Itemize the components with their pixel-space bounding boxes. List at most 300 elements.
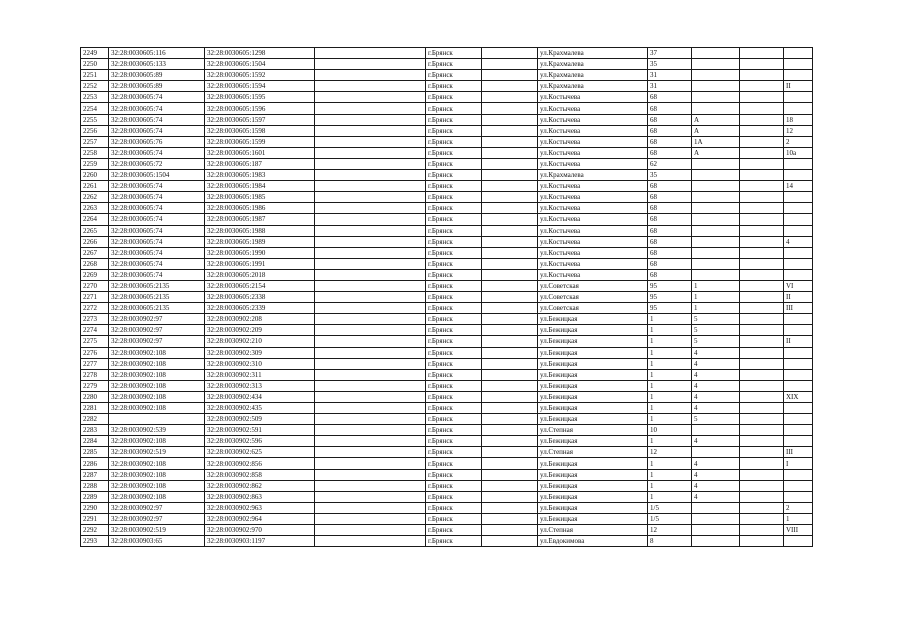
street-cell: ул.Советская	[538, 292, 648, 303]
street-cell: ул.Бежицкая	[538, 314, 648, 325]
house-number-cell: 68	[648, 92, 692, 103]
apartment-number-cell	[784, 414, 813, 425]
object-cadastral-number-cell: 32:28:0030605:1599	[205, 136, 315, 147]
city-cell: г.Брянск	[426, 380, 482, 391]
blank-col-3-cell	[740, 203, 784, 214]
row-number-cell: 2253	[81, 92, 109, 103]
city-cell: г.Брянск	[426, 147, 482, 158]
table-row	[81, 414, 813, 425]
blank-col-3-cell	[740, 147, 784, 158]
apartment-number-cell	[784, 225, 813, 236]
house-number-cell: 68	[648, 214, 692, 225]
blank-col-cell	[315, 147, 426, 158]
blank-col-3-cell	[740, 214, 784, 225]
table-row	[81, 380, 813, 391]
blank-col-3-cell	[740, 280, 784, 291]
blank-col-cell	[315, 369, 426, 380]
blank-col-2-cell	[482, 136, 538, 147]
street-cell: ул.Евдокимова	[538, 536, 648, 547]
blank-col-2-cell	[482, 491, 538, 502]
blank-col-3-cell	[740, 513, 784, 524]
city-cell: г.Брянск	[426, 236, 482, 247]
cadastral-number-cell: 32:28:0030605:74	[109, 114, 205, 125]
table-row	[81, 336, 813, 347]
building-letter-cell: 1	[692, 292, 740, 303]
object-cadastral-number-cell: 32:28:0030605:1989	[205, 236, 315, 247]
row-number-cell: 2261	[81, 181, 109, 192]
house-number-cell: 95	[648, 292, 692, 303]
cadastral-number-cell: 32:28:0030605:2135	[109, 280, 205, 291]
cadastral-number-cell: 32:28:0030902:108	[109, 380, 205, 391]
blank-col-2-cell	[482, 325, 538, 336]
table-body	[81, 48, 813, 547]
blank-col-2-cell	[482, 92, 538, 103]
house-number-cell: 1	[648, 458, 692, 469]
row-number-cell: 2274	[81, 325, 109, 336]
table-row	[81, 491, 813, 502]
table-row	[81, 369, 813, 380]
blank-col-cell	[315, 247, 426, 258]
object-cadastral-number-cell: 32:28:0030605:1504	[205, 59, 315, 70]
apartment-number-cell	[784, 369, 813, 380]
blank-col-cell	[315, 513, 426, 524]
building-letter-cell	[692, 269, 740, 280]
blank-col-cell	[315, 192, 426, 203]
table-row	[81, 192, 813, 203]
object-cadastral-number-cell: 32:28:0030902:963	[205, 502, 315, 513]
row-number-cell: 2279	[81, 380, 109, 391]
building-letter-cell	[692, 513, 740, 524]
city-cell: г.Брянск	[426, 447, 482, 458]
blank-col-cell	[315, 103, 426, 114]
house-number-cell: 1	[648, 347, 692, 358]
street-cell: ул.Крахмалева	[538, 59, 648, 70]
city-cell: г.Брянск	[426, 403, 482, 414]
blank-col-3-cell	[740, 92, 784, 103]
cadastral-number-cell: 32:28:0030902:108	[109, 358, 205, 369]
city-cell: г.Брянск	[426, 258, 482, 269]
row-number-cell: 2280	[81, 391, 109, 402]
table-row	[81, 236, 813, 247]
house-number-cell: 35	[648, 170, 692, 181]
cadastral-number-cell: 32:28:0030902:97	[109, 325, 205, 336]
cadastral-number-cell: 32:28:0030903:65	[109, 536, 205, 547]
object-cadastral-number-cell: 32:28:0030902:509	[205, 414, 315, 425]
blank-col-cell	[315, 425, 426, 436]
house-number-cell: 68	[648, 247, 692, 258]
city-cell: г.Брянск	[426, 303, 482, 314]
blank-col-3-cell	[740, 380, 784, 391]
blank-col-2-cell	[482, 391, 538, 402]
street-cell: ул.Костычева	[538, 236, 648, 247]
object-cadastral-number-cell: 32:28:0030902:209	[205, 325, 315, 336]
blank-col-2-cell	[482, 480, 538, 491]
cadastral-number-cell: 32:28:0030605:2135	[109, 303, 205, 314]
house-number-cell: 1	[648, 314, 692, 325]
object-cadastral-number-cell: 32:28:0030605:1596	[205, 103, 315, 114]
blank-col-3-cell	[740, 181, 784, 192]
blank-col-3-cell	[740, 458, 784, 469]
object-cadastral-number-cell: 32:28:0030902:596	[205, 436, 315, 447]
object-cadastral-number-cell: 32:28:0030605:1298	[205, 48, 315, 59]
street-cell: ул.Костычева	[538, 192, 648, 203]
house-number-cell: 1	[648, 491, 692, 502]
apartment-number-cell: 12	[784, 125, 813, 136]
apartment-number-cell	[784, 70, 813, 81]
row-number-cell: 2259	[81, 158, 109, 169]
city-cell: г.Брянск	[426, 70, 482, 81]
table-row	[81, 158, 813, 169]
cadastral-number-cell: 32:28:0030605:72	[109, 158, 205, 169]
blank-col-cell	[315, 502, 426, 513]
row-number-cell: 2266	[81, 236, 109, 247]
city-cell: г.Брянск	[426, 425, 482, 436]
table-row	[81, 447, 813, 458]
table-row	[81, 502, 813, 513]
blank-col-cell	[315, 170, 426, 181]
blank-col-cell	[315, 491, 426, 502]
house-number-cell: 1/5	[648, 502, 692, 513]
cadastral-number-cell: 32:28:0030902:108	[109, 347, 205, 358]
city-cell: г.Брянск	[426, 391, 482, 402]
row-number-cell: 2249	[81, 48, 109, 59]
row-number-cell: 2273	[81, 314, 109, 325]
blank-col-3-cell	[740, 347, 784, 358]
house-number-cell: 1/5	[648, 513, 692, 524]
building-letter-cell: 1А	[692, 136, 740, 147]
row-number-cell: 2289	[81, 491, 109, 502]
house-number-cell: 1	[648, 480, 692, 491]
apartment-number-cell: III	[784, 447, 813, 458]
blank-col-3-cell	[740, 469, 784, 480]
object-cadastral-number-cell: 32:28:0030902:309	[205, 347, 315, 358]
street-cell: ул.Костычева	[538, 136, 648, 147]
blank-col-cell	[315, 314, 426, 325]
cadastral-number-cell: 32:28:0030605:74	[109, 258, 205, 269]
blank-col-2-cell	[482, 403, 538, 414]
cadastral-number-cell: 32:28:0030902:108	[109, 369, 205, 380]
blank-col-3-cell	[740, 436, 784, 447]
building-letter-cell	[692, 181, 740, 192]
street-cell: ул.Костычева	[538, 158, 648, 169]
object-cadastral-number-cell: 32:28:0030902:313	[205, 380, 315, 391]
building-letter-cell: 4	[692, 358, 740, 369]
table-row	[81, 59, 813, 70]
building-letter-cell	[692, 48, 740, 59]
building-letter-cell	[692, 158, 740, 169]
row-number-cell: 2285	[81, 447, 109, 458]
city-cell: г.Брянск	[426, 214, 482, 225]
blank-col-3-cell	[740, 192, 784, 203]
house-number-cell: 68	[648, 103, 692, 114]
city-cell: г.Брянск	[426, 458, 482, 469]
row-number-cell: 2263	[81, 203, 109, 214]
city-cell: г.Брянск	[426, 48, 482, 59]
object-cadastral-number-cell: 32:28:0030605:2338	[205, 292, 315, 303]
street-cell: ул.Бежицкая	[538, 336, 648, 347]
building-letter-cell: 1	[692, 303, 740, 314]
object-cadastral-number-cell: 32:28:0030902:208	[205, 314, 315, 325]
street-cell: ул.Бежицкая	[538, 436, 648, 447]
row-number-cell: 2254	[81, 103, 109, 114]
street-cell: ул.Костычева	[538, 147, 648, 158]
blank-col-2-cell	[482, 81, 538, 92]
apartment-number-cell	[784, 314, 813, 325]
cadastral-number-cell: 32:28:0030605:74	[109, 192, 205, 203]
blank-col-2-cell	[482, 469, 538, 480]
city-cell: г.Брянск	[426, 81, 482, 92]
city-cell: г.Брянск	[426, 347, 482, 358]
blank-col-cell	[315, 59, 426, 70]
cadastral-number-cell: 32:28:0030902:108	[109, 391, 205, 402]
blank-col-3-cell	[740, 258, 784, 269]
blank-col-2-cell	[482, 380, 538, 391]
blank-col-2-cell	[482, 247, 538, 258]
cadastral-number-cell	[109, 414, 205, 425]
object-cadastral-number-cell: 32:28:0030902:858	[205, 469, 315, 480]
house-number-cell: 68	[648, 147, 692, 158]
blank-col-2-cell	[482, 525, 538, 536]
apartment-number-cell	[784, 59, 813, 70]
blank-col-cell	[315, 92, 426, 103]
blank-col-3-cell	[740, 81, 784, 92]
building-letter-cell	[692, 70, 740, 81]
table-row	[81, 147, 813, 158]
blank-col-cell	[315, 48, 426, 59]
street-cell: ул.Костычева	[538, 225, 648, 236]
street-cell: ул.Бежицкая	[538, 480, 648, 491]
object-cadastral-number-cell: 32:28:0030605:1984	[205, 181, 315, 192]
street-cell: ул.Степная	[538, 525, 648, 536]
blank-col-cell	[315, 403, 426, 414]
apartment-number-cell: 2	[784, 136, 813, 147]
table-row	[81, 347, 813, 358]
object-cadastral-number-cell: 32:28:0030605:187	[205, 158, 315, 169]
house-number-cell: 62	[648, 158, 692, 169]
street-cell: ул.Костычева	[538, 92, 648, 103]
house-number-cell: 1	[648, 469, 692, 480]
house-number-cell: 12	[648, 525, 692, 536]
cadastral-number-cell: 32:28:0030902:108	[109, 491, 205, 502]
cadastral-number-cell: 32:28:0030605:74	[109, 236, 205, 247]
apartment-number-cell	[784, 380, 813, 391]
object-cadastral-number-cell: 32:28:0030605:1595	[205, 92, 315, 103]
blank-col-2-cell	[482, 536, 538, 547]
table-row	[81, 391, 813, 402]
blank-col-3-cell	[740, 114, 784, 125]
street-cell: ул.Крахмалева	[538, 48, 648, 59]
table-row	[81, 480, 813, 491]
house-number-cell: 68	[648, 225, 692, 236]
row-number-cell: 2256	[81, 125, 109, 136]
building-letter-cell	[692, 214, 740, 225]
blank-col-2-cell	[482, 303, 538, 314]
street-cell: ул.Костычева	[538, 214, 648, 225]
blank-col-cell	[315, 336, 426, 347]
house-number-cell: 68	[648, 236, 692, 247]
street-cell: ул.Бежицкая	[538, 391, 648, 402]
cadastral-number-cell: 32:28:0030902:97	[109, 314, 205, 325]
apartment-number-cell: 10а	[784, 147, 813, 158]
object-cadastral-number-cell: 32:28:0030902:591	[205, 425, 315, 436]
table-row	[81, 280, 813, 291]
object-cadastral-number-cell: 32:28:0030605:1985	[205, 192, 315, 203]
object-cadastral-number-cell: 32:28:0030902:863	[205, 491, 315, 502]
object-cadastral-number-cell: 32:28:0030605:1592	[205, 70, 315, 81]
apartment-number-cell	[784, 170, 813, 181]
building-letter-cell: 5	[692, 325, 740, 336]
blank-col-3-cell	[740, 369, 784, 380]
blank-col-3-cell	[740, 292, 784, 303]
apartment-number-cell	[784, 347, 813, 358]
object-cadastral-number-cell: 32:28:0030902:625	[205, 447, 315, 458]
street-cell: ул.Бежицкая	[538, 414, 648, 425]
object-cadastral-number-cell: 32:28:0030605:1983	[205, 170, 315, 181]
apartment-number-cell	[784, 436, 813, 447]
house-number-cell: 1	[648, 336, 692, 347]
building-letter-cell: 4	[692, 403, 740, 414]
blank-col-2-cell	[482, 181, 538, 192]
cadastral-number-cell: 32:28:0030902:108	[109, 458, 205, 469]
cadastral-number-cell: 32:28:0030902:108	[109, 403, 205, 414]
apartment-number-cell	[784, 358, 813, 369]
blank-col-3-cell	[740, 303, 784, 314]
cadastral-number-cell: 32:28:0030605:74	[109, 92, 205, 103]
apartment-number-cell	[784, 103, 813, 114]
building-letter-cell	[692, 247, 740, 258]
city-cell: г.Брянск	[426, 436, 482, 447]
cadastral-number-cell: 32:28:0030605:74	[109, 203, 205, 214]
cadastral-number-cell: 32:28:0030605:1504	[109, 170, 205, 181]
blank-col-2-cell	[482, 192, 538, 203]
blank-col-3-cell	[740, 125, 784, 136]
object-cadastral-number-cell: 32:28:0030605:1988	[205, 225, 315, 236]
building-letter-cell: 5	[692, 414, 740, 425]
blank-col-cell	[315, 447, 426, 458]
building-letter-cell	[692, 81, 740, 92]
house-number-cell: 35	[648, 59, 692, 70]
house-number-cell: 68	[648, 192, 692, 203]
street-cell: ул.Костычева	[538, 247, 648, 258]
blank-col-2-cell	[482, 513, 538, 524]
blank-col-2-cell	[482, 425, 538, 436]
building-letter-cell: 4	[692, 436, 740, 447]
apartment-number-cell: II	[784, 292, 813, 303]
city-cell: г.Брянск	[426, 314, 482, 325]
row-number-cell: 2270	[81, 280, 109, 291]
street-cell: ул.Костычева	[538, 258, 648, 269]
row-number-cell: 2284	[81, 436, 109, 447]
street-cell: ул.Бежицкая	[538, 513, 648, 524]
row-number-cell: 2292	[81, 525, 109, 536]
building-letter-cell	[692, 170, 740, 181]
building-letter-cell: 1	[692, 280, 740, 291]
blank-col-3-cell	[740, 536, 784, 547]
blank-col-3-cell	[740, 358, 784, 369]
blank-col-2-cell	[482, 414, 538, 425]
house-number-cell: 1	[648, 369, 692, 380]
row-number-cell: 2264	[81, 214, 109, 225]
object-cadastral-number-cell: 32:28:0030605:1594	[205, 81, 315, 92]
row-number-cell: 2251	[81, 70, 109, 81]
apartment-number-cell	[784, 480, 813, 491]
cadastral-number-cell: 32:28:0030902:108	[109, 436, 205, 447]
cadastral-number-cell: 32:28:0030605:76	[109, 136, 205, 147]
building-letter-cell	[692, 536, 740, 547]
blank-col-3-cell	[740, 480, 784, 491]
blank-col-cell	[315, 303, 426, 314]
blank-col-cell	[315, 203, 426, 214]
city-cell: г.Брянск	[426, 158, 482, 169]
row-number-cell: 2258	[81, 147, 109, 158]
house-number-cell: 1	[648, 391, 692, 402]
building-letter-cell: 4	[692, 380, 740, 391]
apartment-number-cell	[784, 325, 813, 336]
building-letter-cell	[692, 447, 740, 458]
cadastral-number-cell: 32:28:0030902:97	[109, 336, 205, 347]
city-cell: г.Брянск	[426, 292, 482, 303]
city-cell: г.Брянск	[426, 103, 482, 114]
cadastral-number-cell: 32:28:0030605:133	[109, 59, 205, 70]
blank-col-2-cell	[482, 170, 538, 181]
street-cell: ул.Бежицкая	[538, 347, 648, 358]
street-cell: ул.Костычева	[538, 181, 648, 192]
table-row	[81, 469, 813, 480]
building-letter-cell: 4	[692, 347, 740, 358]
street-cell: ул.Костычева	[538, 114, 648, 125]
blank-col-cell	[315, 536, 426, 547]
blank-col-2-cell	[482, 458, 538, 469]
apartment-number-cell	[784, 469, 813, 480]
blank-col-3-cell	[740, 391, 784, 402]
blank-col-cell	[315, 236, 426, 247]
row-number-cell: 2282	[81, 414, 109, 425]
row-number-cell: 2252	[81, 81, 109, 92]
street-cell: ул.Степная	[538, 425, 648, 436]
street-cell: ул.Бежицкая	[538, 380, 648, 391]
blank-col-2-cell	[482, 358, 538, 369]
row-number-cell: 2271	[81, 292, 109, 303]
blank-col-3-cell	[740, 525, 784, 536]
blank-col-cell	[315, 525, 426, 536]
cadastral-number-cell: 32:28:0030605:74	[109, 269, 205, 280]
blank-col-2-cell	[482, 203, 538, 214]
object-cadastral-number-cell: 32:28:0030605:1597	[205, 114, 315, 125]
blank-col-cell	[315, 280, 426, 291]
row-number-cell: 2283	[81, 425, 109, 436]
blank-col-2-cell	[482, 214, 538, 225]
street-cell: ул.Советская	[538, 303, 648, 314]
cadastral-number-cell: 32:28:0030605:89	[109, 70, 205, 81]
table-row	[81, 358, 813, 369]
cadastral-number-cell: 32:28:0030605:89	[109, 81, 205, 92]
city-cell: г.Брянск	[426, 192, 482, 203]
street-cell: ул.Крахмалева	[538, 81, 648, 92]
table-row	[81, 81, 813, 92]
blank-col-3-cell	[740, 103, 784, 114]
house-number-cell: 8	[648, 536, 692, 547]
object-cadastral-number-cell: 32:28:0030902:862	[205, 480, 315, 491]
city-cell: г.Брянск	[426, 502, 482, 513]
object-cadastral-number-cell: 32:28:0030902:964	[205, 513, 315, 524]
building-letter-cell: 4	[692, 458, 740, 469]
object-cadastral-number-cell: 32:28:0030903:1197	[205, 536, 315, 547]
blank-col-2-cell	[482, 103, 538, 114]
apartment-number-cell	[784, 425, 813, 436]
table-row	[81, 525, 813, 536]
building-letter-cell: 4	[692, 391, 740, 402]
blank-col-cell	[315, 70, 426, 81]
